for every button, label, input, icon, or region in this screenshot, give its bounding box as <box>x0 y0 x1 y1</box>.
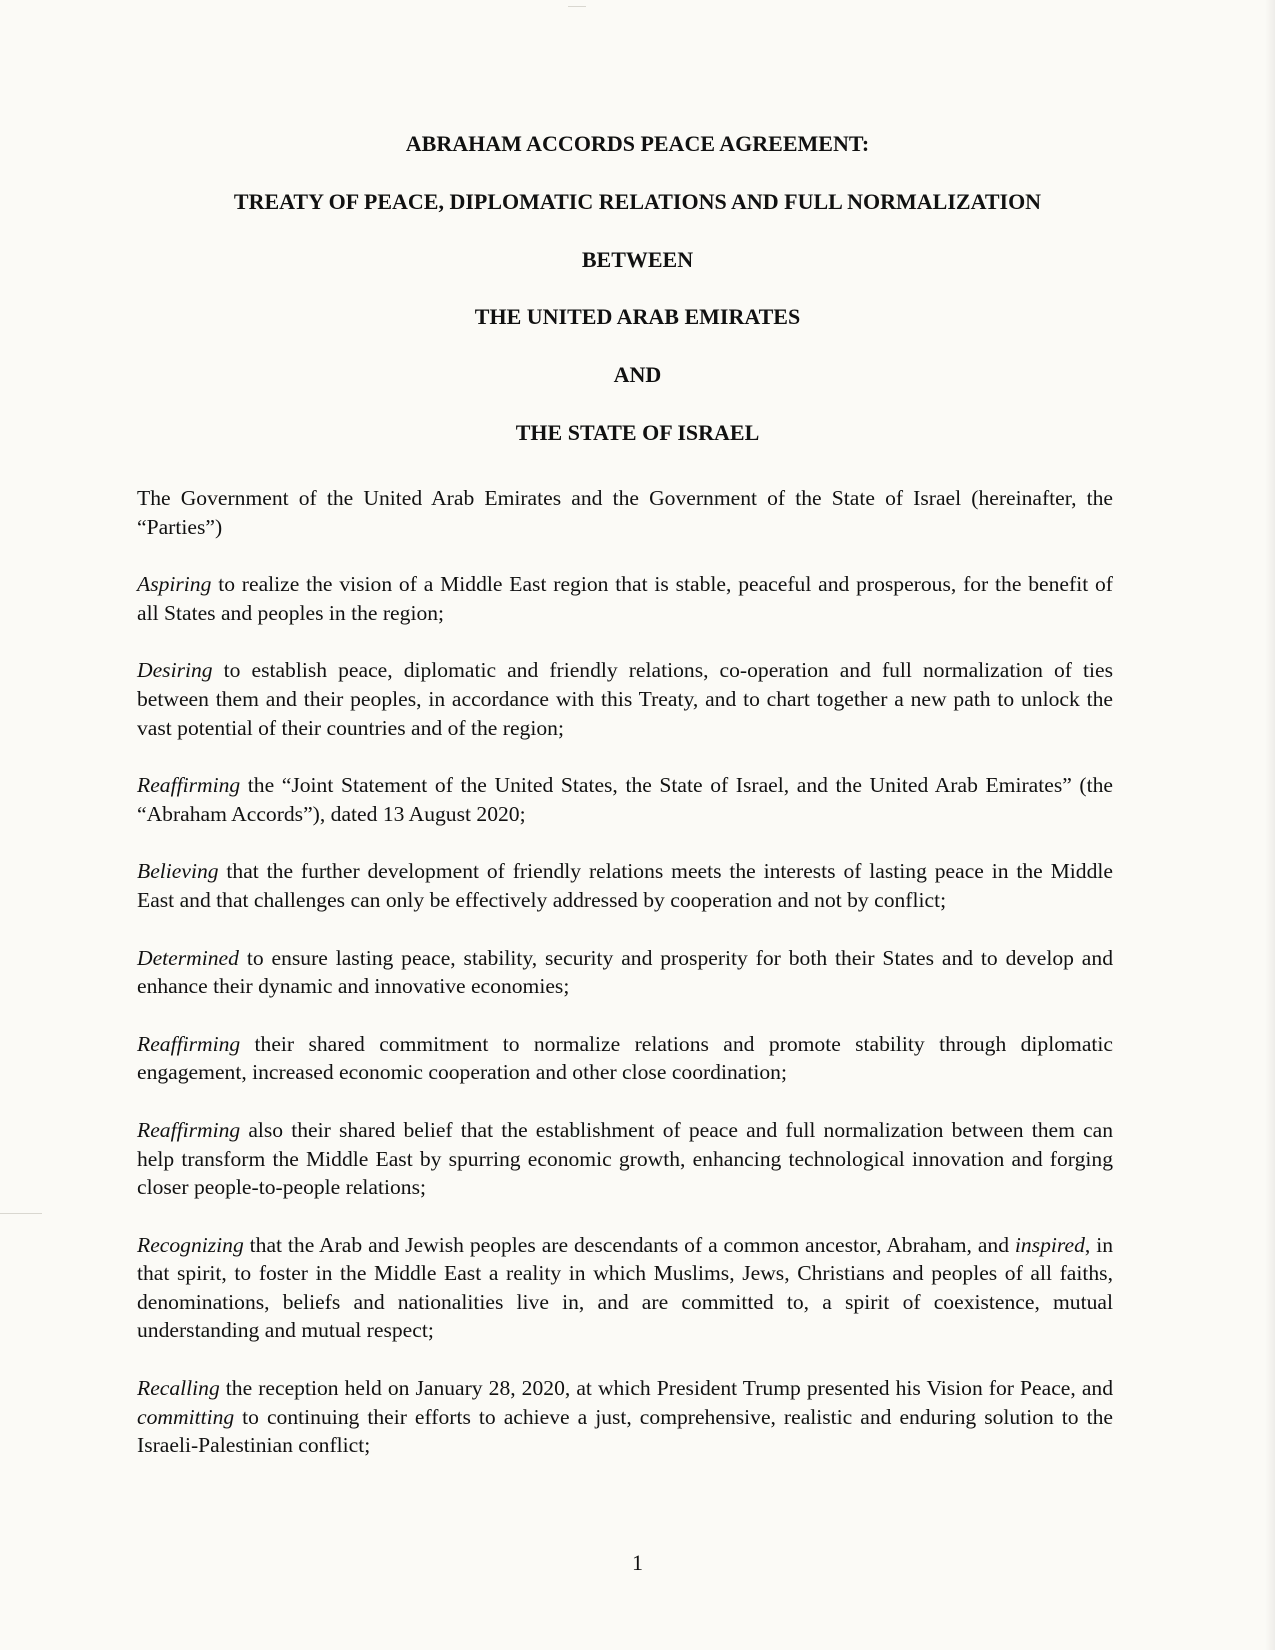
clause-lead: Reaffirming <box>137 773 241 798</box>
clause-text: that the further development of friendly relations meets the interests of lasting peace in the Middle East and that challenges can only be effectively addressed by cooperation and not by conflict; <box>137 859 1113 912</box>
clause-lead: Recalling <box>137 1376 220 1401</box>
clause-lead: Reaffirming <box>137 1117 241 1142</box>
clause-emphasis: inspired <box>1014 1232 1085 1257</box>
and-heading: AND <box>613 362 662 388</box>
believing-clause <box>137 857 1113 914</box>
party-two-heading: THE STATE OF ISRAEL <box>515 419 760 445</box>
clause-lead: Believing <box>137 859 219 884</box>
clause-text: to ensure lasting peace, stability, security and prosperity for both their States and to develop and enhance their dynamic and innovative economies; <box>137 945 1113 999</box>
clause-text: to continuing their efforts to achieve a just, comprehensive, realistic and enduring solution to the Israeli-Palestinian conflict; <box>137 1404 1113 1458</box>
subtitle-heading: TREATY OF PEACE, DIPLOMATIC RELATIONS AND FULL NORMALIZATION <box>233 188 1042 214</box>
clause-lead: Recognizing <box>137 1232 244 1257</box>
clause-text: their shared commitment to normalize relations and promote stability through diplomatic engagement, increased economic cooperation and other close coordination; <box>137 1031 1113 1085</box>
clause-text: the “Joint Statement of the United States, the State of Israel, and the United Arab Emirates” (the “Abraham Accords”), dated 13 August 2020; <box>137 773 1113 826</box>
title-block <box>0 132 1275 479</box>
clause-text: , in that spirit, to foster in the Middle East a reality in which Muslims, Jews, Christians and peoples of all faiths, denominations, beliefs and nationalities live in, and are committed to, a spirit of coexistence, mutual understanding and mutual respect; <box>137 1232 1113 1343</box>
party-one-heading: THE UNITED ARAB EMIRATES <box>474 304 801 330</box>
clause-lead: Reaffirming <box>137 1031 241 1056</box>
reaffirming-belief-clause <box>137 1116 1113 1202</box>
recalling-clause <box>137 1374 1113 1460</box>
scan-mark-top <box>568 6 586 7</box>
reaffirming-joint-statement-clause <box>137 771 1113 828</box>
clause-lead: Desiring <box>137 658 213 683</box>
clause-lead: Determined <box>137 945 239 970</box>
recognizing-clause <box>137 1231 1113 1345</box>
clause-text: that the Arab and Jewish peoples are descendants of a common ancestor, Abraham, and <box>243 1232 1015 1257</box>
between-heading: BETWEEN <box>581 246 694 272</box>
clause-lead: Aspiring <box>137 572 212 597</box>
title-heading: ABRAHAM ACCORDS PEACE AGREEMENT: <box>405 131 870 156</box>
clause-text: to establish peace, diplomatic and friendly relations, co-operation and full normalization of ties between them and their peoples, in accordance with this Treaty, and to chart together a new path to unlock the vast potential of their countries and of the region; <box>137 658 1113 740</box>
clause-emphasis: committing <box>137 1404 235 1429</box>
reaffirming-commitment-clause <box>137 1030 1113 1087</box>
scan-mark-left <box>0 1213 42 1214</box>
clause-text: also their shared belief that the establishment of peace and full normalization between them can help transform the Middle East by spurring economic growth, enhancing technological innovation and forging closer people-to-people relations; <box>137 1117 1113 1200</box>
document-body <box>137 484 1113 1489</box>
determined-clause <box>137 944 1113 1001</box>
desiring-clause <box>137 656 1113 742</box>
intro-paragraph: The Government of the United Arab Emirates and the Government of the State of Israel (hereinafter, the “Parties”) <box>137 486 1113 539</box>
aspiring-clause <box>137 570 1113 627</box>
page-number: 1 <box>632 1550 643 1575</box>
clause-text: to realize the vision of a Middle East region that is stable, peaceful and prosperous, for the benefit of all States and peoples in the region; <box>137 572 1113 625</box>
clause-text: the reception held on January 28, 2020, at which President Trump presented his Vision for Peace, and <box>219 1376 1113 1401</box>
